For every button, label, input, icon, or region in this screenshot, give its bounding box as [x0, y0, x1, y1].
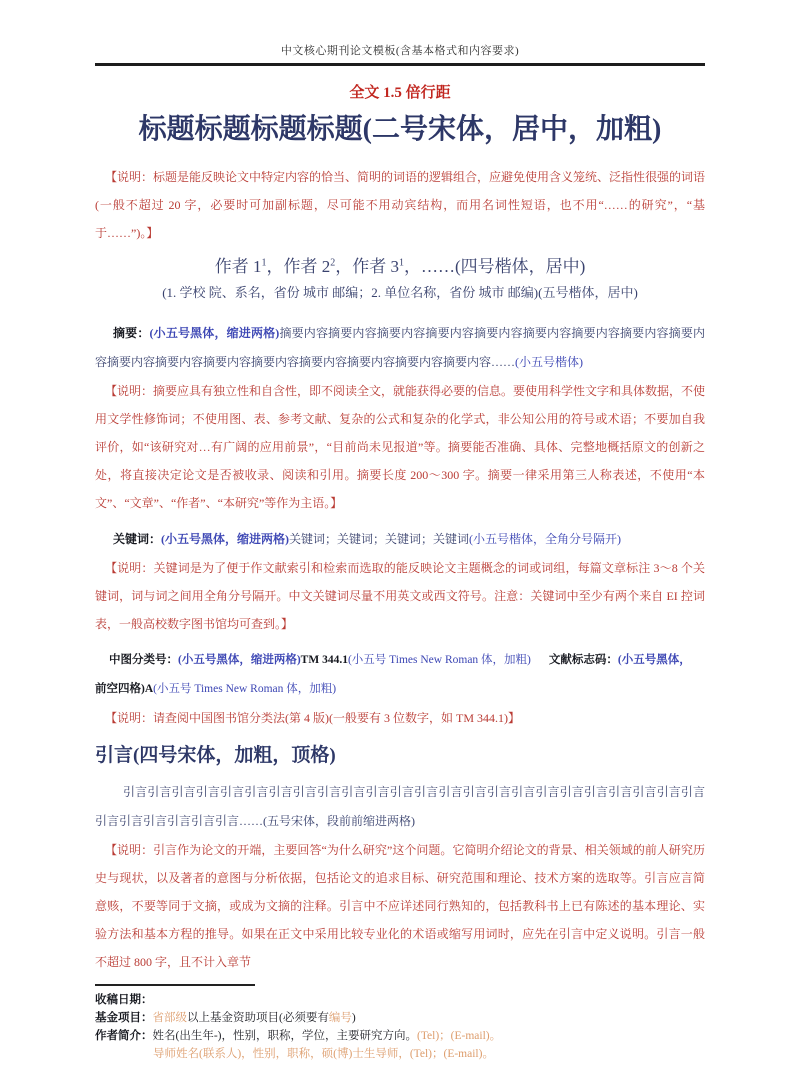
intro-paragraph: [95, 778, 705, 836]
intro-heading: 引言(四号宋体，加粗，顶格): [95, 744, 336, 766]
fund-project-label: 基金项目：: [95, 1011, 153, 1024]
clc-format-note: (小五号黑体，缩进两格): [178, 653, 301, 666]
doc-code-label: 文献标志码：: [548, 653, 618, 666]
author-1: 作者 1: [214, 256, 262, 276]
clc-line-1: [95, 646, 705, 675]
clc-block: [95, 646, 705, 704]
supervisor-bio-text: 导师姓名(联系人)，性别，职称，硕(博)士生导师，(Tel)；(E-mail)。: [153, 1047, 494, 1060]
fund-level-highlight: 省部级: [152, 1011, 187, 1024]
received-date-line: [95, 991, 705, 1009]
keywords-body: 关键词；关键词；关键词；关键词: [289, 531, 470, 546]
author-2-superscript: 2: [330, 256, 336, 268]
authors-line: [95, 253, 705, 281]
abstract-label: 摘要：: [113, 325, 150, 340]
abstract-note: 【说明：摘要应具有独立性和自含性，即不阅读全文，就能获得必要的信息。要使用科学性文字和具体数据，不使用文学性修饰词；不使用图、表、参考文献、复杂的公式和复杂的化学式，非公知公用的符号或术语；不要加自我评价，如“该研究对…有广阔的应用前景”，“目前尚未见报道”等。摘要能否准确、具体、完整地概括原文的创新之处，将直接决定论文是否被收录、阅读和引用。摘要长度 200～300 字。摘要一律采用第三人称表述，不使用“本文”、“文章”、“作者”、“本研究”等作为主语。】: [95, 383, 706, 510]
fund-text: 以上基金资助项目(必须要有: [187, 1011, 329, 1024]
doc-code-format-note-b: 前空四格): [95, 682, 145, 695]
abstract-paragraph: [95, 319, 705, 377]
footnote-block: [95, 984, 705, 1063]
abstract-body: 摘要内容摘要内容摘要内容摘要内容摘要内容摘要内容摘要内容摘要内容摘要内容摘要内容摘要内容摘要内容摘要内容摘要内容摘要内容摘要内容摘要内容……: [95, 325, 705, 369]
line-spacing-notice: 全文 1.5 倍行距: [349, 85, 451, 101]
keywords-format-note-2: (小五号楷体，全角分号隔开): [469, 531, 622, 546]
received-date-label: 收稿日期：: [95, 993, 153, 1006]
keywords-format-note: (小五号黑体，缩进两格): [161, 531, 290, 546]
supervisor-bio-line: [95, 1045, 705, 1063]
clc-note: 【说明：请查阅中国图书馆分类法(第 4 版)(一般要有 3 位数字，如 TM 344.1)】: [105, 710, 520, 725]
abstract-format-note-2: (小五号楷体): [515, 354, 584, 369]
doc-code-value: A: [144, 682, 154, 695]
intro-format-note: (五号宋体，段前前缩进两格): [263, 813, 416, 828]
footnote-separator: [95, 984, 255, 986]
author-2: ，作者 2: [266, 256, 331, 276]
header-title: 中文核心期刊论文模板(含基本格式和内容要求): [280, 45, 520, 57]
paper-title: 标题标题标题标题(二号宋体，居中，加粗): [138, 114, 662, 145]
author-bio-contact: (Tel)；(E-mail)。: [417, 1029, 502, 1042]
author-3-superscript: 1: [398, 256, 404, 268]
keywords-note: 【说明：关键词是为了便于作文献索引和检索而选取的能反映论文主题概念的词或词组，每篇文章标注 3～8 个关键词，词与词之间用全角分号隔开。中文关键词尽量不用英文或西文符号。注意：关键词中至少有两个来自 EI 控词表，一般高校数字图书馆均可查到。】: [95, 560, 705, 631]
intro-note: 【说明：引言作为论文的开端，主要回答“为什么研究”这个问题。它简明介绍论文的背景、相关领域的前人研究历史与现状，以及著者的意图与分析依据，包括论文的追求目标、研究范围和理论、技术方案的选取等。引言应言简意赅，不要等同于文摘，或成为文摘的注释。引言中不应详述同行熟知的，包括教科书上已有陈述的基本理论、实验方法和基本方程的推导。如果在正文中采用比较专业化的术语或缩写用词时，应先在引言中定义说明。引言一般不超过 800 字，且不计入章节: [95, 842, 705, 969]
keywords-paragraph: [95, 525, 705, 554]
clc-label: 中图分类号：: [109, 653, 178, 666]
clc-format-note-2: (小五号 Times New Roman 体，加粗): [347, 653, 531, 666]
authors-format-note: ，……(四号楷体，居中): [403, 256, 586, 276]
doc-code-format-note-a: (小五号黑体，: [617, 653, 691, 666]
author-bio-text: 姓名(出生年-)，性别，职称，学位，主要研究方向。: [152, 1029, 417, 1042]
author-1-superscript: 1: [261, 256, 267, 268]
fund-text-end: ): [351, 1011, 356, 1024]
doc-code-format-note-c: (小五号 Times New Roman 体，加粗): [153, 682, 337, 695]
keywords-label: 关键词：: [113, 531, 162, 546]
fund-number-highlight: 编号: [328, 1011, 352, 1024]
page-header: [95, 42, 705, 66]
clc-line-2: [95, 675, 705, 704]
author-bio-line: [95, 1027, 705, 1045]
affiliation-line: (1. 学校 院、系名，省份 城市 邮编；2. 单位名称，省份 城市 邮编)(五号楷体，居中): [162, 284, 638, 300]
title-note: 【说明：标题是能反映论文中特定内容的恰当、简明的词语的逻辑组合，应避免使用含义笼统、泛指性很强的词语(一般不超过 20 字，必要时可加副标题，尽可能不用动宾结构，而用名词性短语，也不用“……的研究”，“基于……”)。】: [95, 169, 706, 240]
fund-project-line: [95, 1009, 705, 1027]
clc-number: TM 344.1: [300, 653, 348, 666]
author-3: ，作者 3: [335, 256, 399, 276]
abstract-format-note: (小五号黑体，缩进两格): [149, 325, 280, 340]
author-bio-label: 作者简介：: [95, 1029, 153, 1042]
intro-body-text: 引言引言引言引言引言引言引言引言引言引言引言引言引言引言引言引言引言引言引言引言引言引言引言引言引言引言引言引言引言引言……: [95, 784, 705, 828]
